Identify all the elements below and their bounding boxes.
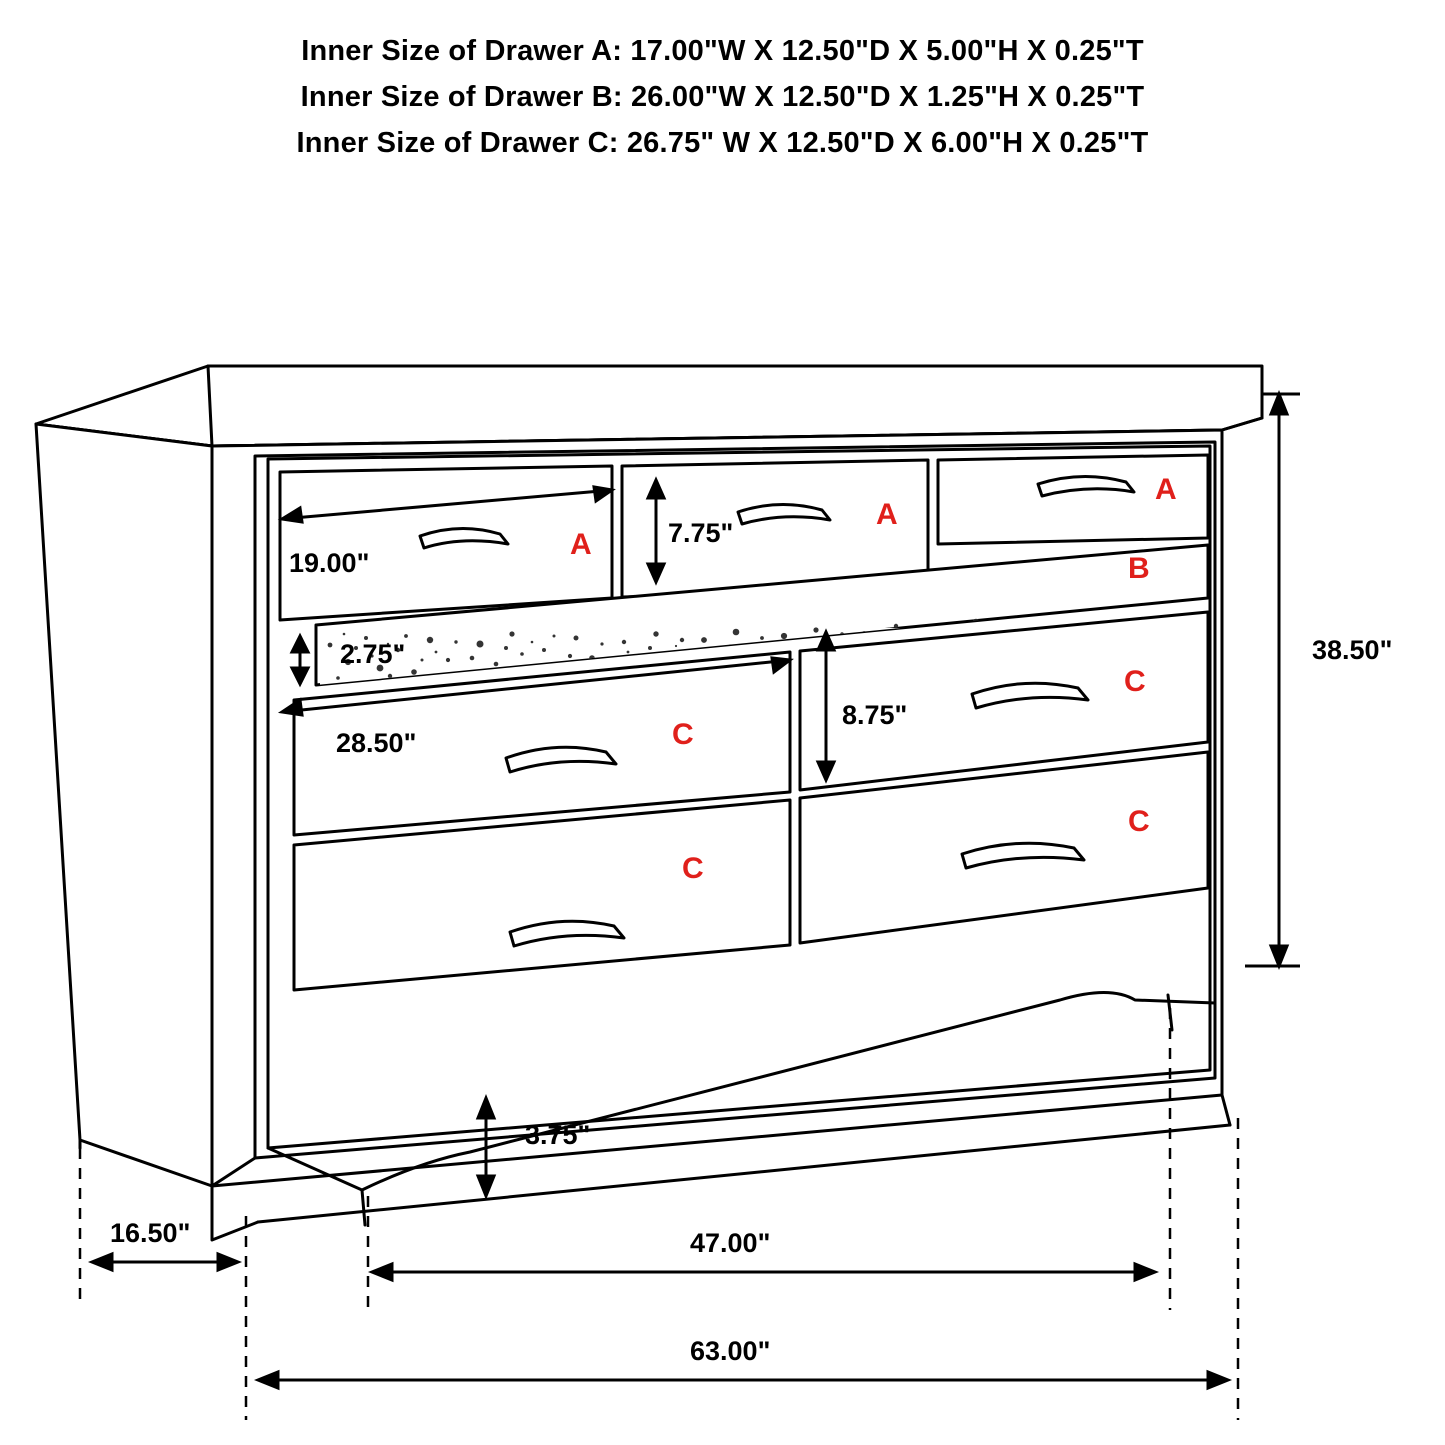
dim-label-overall-height: 38.50" — [1312, 635, 1393, 665]
dim-label-drawer-a-width: 19.00" — [289, 548, 370, 578]
dim-label-depth: 16.50" — [110, 1218, 191, 1248]
spec-line-drawer-c: Inner Size of Drawer C: 26.75" W X 12.50"D X 6.00"H X 0.25"T — [296, 127, 1149, 159]
dim-label-drawer-c-width: 28.50" — [336, 728, 417, 758]
dim-label-foot-span: 47.00" — [690, 1228, 771, 1258]
drawer-label-c-mid-right: C — [1124, 665, 1146, 698]
drawer-label-a-right: A — [1155, 473, 1177, 506]
dim-label-drawer-c-height: 8.75" — [842, 700, 908, 730]
drawer-label-c-bottom-left: C — [682, 852, 704, 885]
drawer-label-a-center: A — [876, 498, 898, 531]
dim-label-drawer-b-height: 2.75" — [340, 639, 406, 669]
drawer-label-c-mid-left: C — [672, 718, 694, 751]
spec-line-drawer-b: Inner Size of Drawer B: 26.00"W X 12.50"D X 1.25"H X 0.25"T — [300, 81, 1145, 113]
dim-label-base-height: 3.75" — [525, 1120, 591, 1150]
drawer-label-c-bottom-right: C — [1128, 805, 1150, 838]
dim-label-drawer-a-height: 7.75" — [668, 518, 734, 548]
dim-label-overall-width: 63.00" — [690, 1336, 771, 1366]
drawer-label-a-left: A — [570, 528, 592, 561]
left-side-panel — [36, 424, 212, 1186]
drawer-label-b-right: B — [1128, 552, 1150, 585]
spec-line-drawer-a: Inner Size of Drawer A: 17.00"W X 12.50"D X 5.00"H X 0.25"T — [301, 35, 1144, 67]
